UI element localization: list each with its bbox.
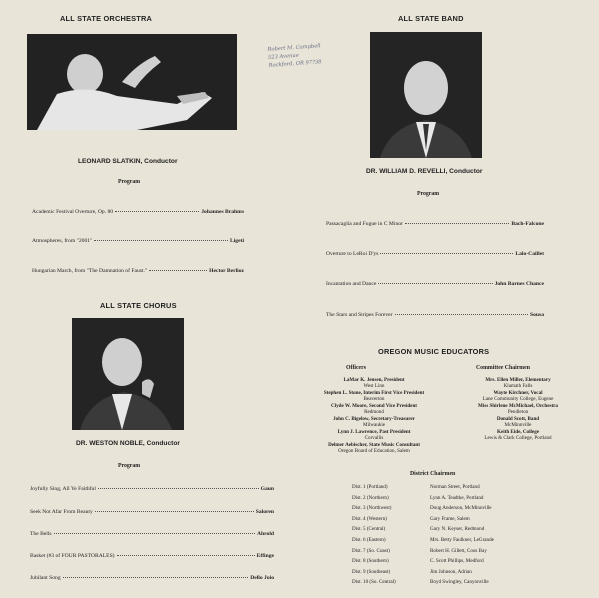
committee-label: Committee Chairmen [476,365,530,371]
handwritten-address: Robert M. Campbell 523 Avenue Rockford, OR 97?38 [267,43,322,69]
program-row: The Stars and Stripes Forever Sousa [326,312,544,318]
program-row: The Bells Ahrold [30,531,274,537]
band-heading: ALL STATE BAND [398,14,464,23]
program-row: Basket (#3 of FOUR PASTORALES) Effinge [30,553,274,559]
program-row: Passacaglia and Fugue in C Minor Bach-Falcone [326,221,544,227]
chorus-conductor-photo [72,318,184,430]
orchestra-conductor-photo [27,34,237,130]
program-row: Academic Festival Overture, Op. 80 Johannes Brahms [32,209,244,215]
district-list: Dist. 1 (Portland) Norman Street, Portland Dist. 2 (Northern) Lynn A. Teadtke, Portland Dist. 3 (Northwest) Doug Anderson, McMinnville Dist. 4 (Western) Gary Frame, Salem Dist. 5 (Central) Gary N. Keyser, Redmond Dist. 6 (Eastern) Mrs. Betty Faulkner, LeGrande Dist. 7 (So. Coast) Robert H. Gillett, Coos Bay Dist. 8 (Southern) C. Scott Phillips, Medford Dist. 9 (Southeast) Jim Johnson, Adrian Dist. 10 (So. Central) Boyd Swingley, Canyonville [352,484,494,586]
chorus-conductor: DR. WESTON NOBLE, Conductor [76,440,180,447]
chorus-heading: ALL STATE CHORUS [100,301,177,310]
band-conductor: DR. WILLIAM D. REVELLI, Conductor [366,168,483,175]
program-row: Joyfully Sing, All Ye Faithful Gaun [30,486,274,492]
band-program-label: Program [417,191,440,197]
committee-list: Mrs. Ellen Miller, Elementary Klamath Falls Wayte Kirchner, Vocal Lane Community College, Eugene Miss Shirlene McMichael, Orchestra Pendleton Donald Scott, Band McMinnville Keith Eide, College Lewis & Clark College, Portland [478,377,558,441]
program-row: Hungarian March, from "The Damnation of Faust." Hector Berlioz [32,268,244,274]
program-row: Seek Not Afar From Beauty Saloren [30,509,274,515]
orchestra-conductor: LEONARD SLATKIN, Conductor [78,158,178,165]
officers-list: LaMar K. Jensen, President West Linn Stephen L. Stone, Interim First Vice President Beaverton Clyde W. Moore, Second Vice President Redmond John C. Bigelow, Secretary-Treasurer Milwaukie Lynn J. Lawrence, Past President Corvallis Delmer Aebischer, State Music Consultant Oregon Board of Education, Salem [323,377,425,454]
band-conductor-photo [370,32,482,158]
orchestra-heading: ALL STATE ORCHESTRA [60,14,153,23]
orchestra-program-label: Program [118,179,141,185]
program-row: Jubilant Song Dello Joio [30,575,274,581]
program-row: Atmospheres, from "2001" Ligeti [32,238,244,244]
chorus-program-label: Program [118,463,141,469]
officers-label: Officers [346,365,366,371]
program-row: Overture to LeRoi D'ys Lalo-Caillet [326,251,544,257]
ome-heading: OREGON MUSIC EDUCATORS [378,347,490,356]
district-label: District Chairmen [410,471,456,477]
program-row: Incantation and Dance John Barnes Chance [326,281,544,287]
